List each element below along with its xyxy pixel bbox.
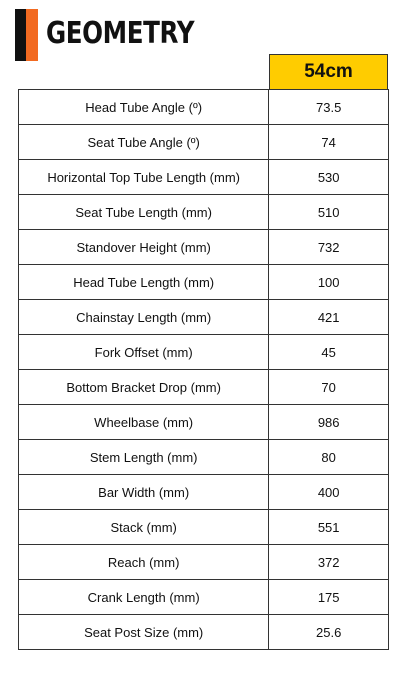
table-row <box>19 615 389 650</box>
row-value: 986 <box>269 405 389 440</box>
table-row <box>19 195 389 230</box>
table-row <box>19 545 389 580</box>
row-value: 73.5 <box>269 90 389 125</box>
row-label: Chainstay Length (mm) <box>19 300 269 335</box>
row-label: Seat Tube Angle (º) <box>19 125 269 160</box>
table-row <box>19 510 389 545</box>
table-row <box>19 335 389 370</box>
table-row <box>19 475 389 510</box>
row-label: Stack (mm) <box>19 510 269 545</box>
table-row <box>19 300 389 335</box>
table-row <box>19 125 389 160</box>
table-row <box>19 405 389 440</box>
table-row <box>19 440 389 475</box>
row-value: 175 <box>269 580 389 615</box>
table-row <box>19 580 389 615</box>
logo-bar-orange <box>26 9 38 61</box>
page-title: GEOMETRY <box>46 16 195 51</box>
geometry-table-body <box>19 90 389 650</box>
row-label: Fork Offset (mm) <box>19 335 269 370</box>
row-value: 74 <box>269 125 389 160</box>
row-label: Wheelbase (mm) <box>19 405 269 440</box>
geometry-header <box>0 0 408 60</box>
table-row <box>19 370 389 405</box>
row-value: 530 <box>269 160 389 195</box>
row-label: Crank Length (mm) <box>19 580 269 615</box>
row-label: Horizontal Top Tube Length (mm) <box>19 160 269 195</box>
row-label: Seat Post Size (mm) <box>19 615 269 650</box>
row-label: Reach (mm) <box>19 545 269 580</box>
row-value: 70 <box>269 370 389 405</box>
row-value: 80 <box>269 440 389 475</box>
logo-bar-black <box>15 9 26 61</box>
table-row <box>19 265 389 300</box>
row-value: 45 <box>269 335 389 370</box>
row-label: Seat Tube Length (mm) <box>19 195 269 230</box>
row-value: 400 <box>269 475 389 510</box>
row-value: 372 <box>269 545 389 580</box>
row-value: 510 <box>269 195 389 230</box>
table-row <box>19 90 389 125</box>
row-value: 25.6 <box>269 615 389 650</box>
row-label: Head Tube Length (mm) <box>19 265 269 300</box>
geometry-table <box>18 89 389 650</box>
row-label: Bar Width (mm) <box>19 475 269 510</box>
row-value: 551 <box>269 510 389 545</box>
row-label: Bottom Bracket Drop (mm) <box>19 370 269 405</box>
table-row <box>19 230 389 265</box>
row-value: 100 <box>269 265 389 300</box>
row-value: 421 <box>269 300 389 335</box>
row-value: 732 <box>269 230 389 265</box>
row-label: Head Tube Angle (º) <box>19 90 269 125</box>
size-column-header: 54cm <box>269 54 388 89</box>
row-label: Stem Length (mm) <box>19 440 269 475</box>
row-label: Standover Height (mm) <box>19 230 269 265</box>
table-row <box>19 160 389 195</box>
